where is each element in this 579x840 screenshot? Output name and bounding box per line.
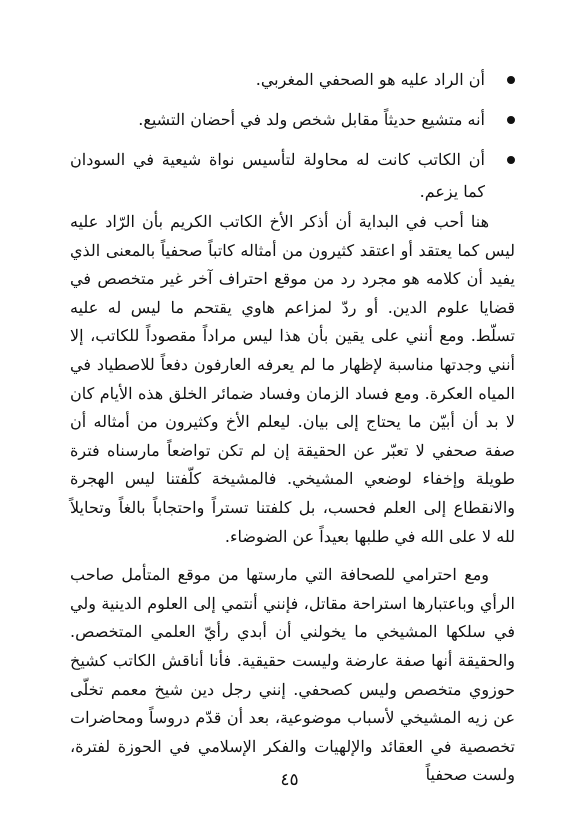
body-text: [70, 208, 515, 800]
bullet-dot-icon: [507, 156, 515, 164]
bullet-dot-icon: [507, 76, 515, 84]
paragraph: هنا أحب في البداية أن أذكر الأخ الكاتب الكريم بأن الرّاد عليه ليس كما يعتقد أو اعتقد كثيرون من أمثاله كاتباً صحفياً بالمعنى الذي يفيد أن كلامه هو مجرد رد من موقع احتراف آخر غير متخصص في قضايا علوم الدين. أو ردّ لمزاعم هاوي يقتحم ما ليس له عليه تسلّط. ومع أنني على يقين بأن هذا ليس مراداً مقصوداً للكاتب، إلا أنني وجدتها مناسبة لإظهار ما لم يعرفه العارفون دفعاً للاصطياد في المياه العكرة. ومع فساد الزمان وفساد ضمائر الخلق هذه الأيام كان لا بد أن أبيّن ما يحتاج إلى بيان. ليعلم الأخ وكثيرون من أمثاله أن صفة صحفي لا تعبّر عن الحقيقة إن لم تكن تواضعاً مارسناه فترة طويلة وإخفاء لوضعي المشيخي. فالمشيخة كلّفتنا ليس الهجرة والانقطاع إلى العلم فحسب، بل كلفتنا تستراً واحتجاباً بالغاً وتحايلاً لله لا على الله في طلبها بعيداً عن الضوضاء.: [70, 212, 516, 546]
bullet-item: [70, 64, 515, 96]
bullet-list: [70, 64, 515, 216]
bullet-text: أن الراد عليه هو الصحفي المغربي.: [255, 70, 485, 89]
bullet-item: [70, 144, 515, 208]
page-number: ٤٥: [280, 770, 299, 790]
bullet-item: [70, 104, 515, 136]
bullet-text: أنه متشيع حديثاً مقابل شخص ولد في أحضان التشيع.: [138, 110, 485, 129]
bullet-dot-icon: [507, 116, 515, 124]
bullet-text: أن الكاتب كانت له محاولة لتأسيس نواة شيعية في السودان كما يزعم.: [70, 150, 485, 201]
paragraph: ومع احترامي للصحافة التي مارستها من موقع المتأمل صاحب الرأي وباعتبارها استراحة مقاتل، فإنني أنتمي إلى العلوم الدينية ولي في سلكها المشيخي ما يخولني أن أبدي رأيّ العلمي المتخصص. والحقيقة أنها صفة عارضة وليست حقيقية. فأنا أناقش الكاتب كشيخ حوزوي متخصص وليس كصحفي. إنني رجل دين شيخ معمم تخلّى عن زيه المشيخي لأسباب موضوعية، بعد أن قدّم دروساً ومحاضرات تخصصية في العقائد والإلهيات والفكر الإسلامي في الحوزة لفترة، ولست صحفياً: [70, 565, 515, 785]
